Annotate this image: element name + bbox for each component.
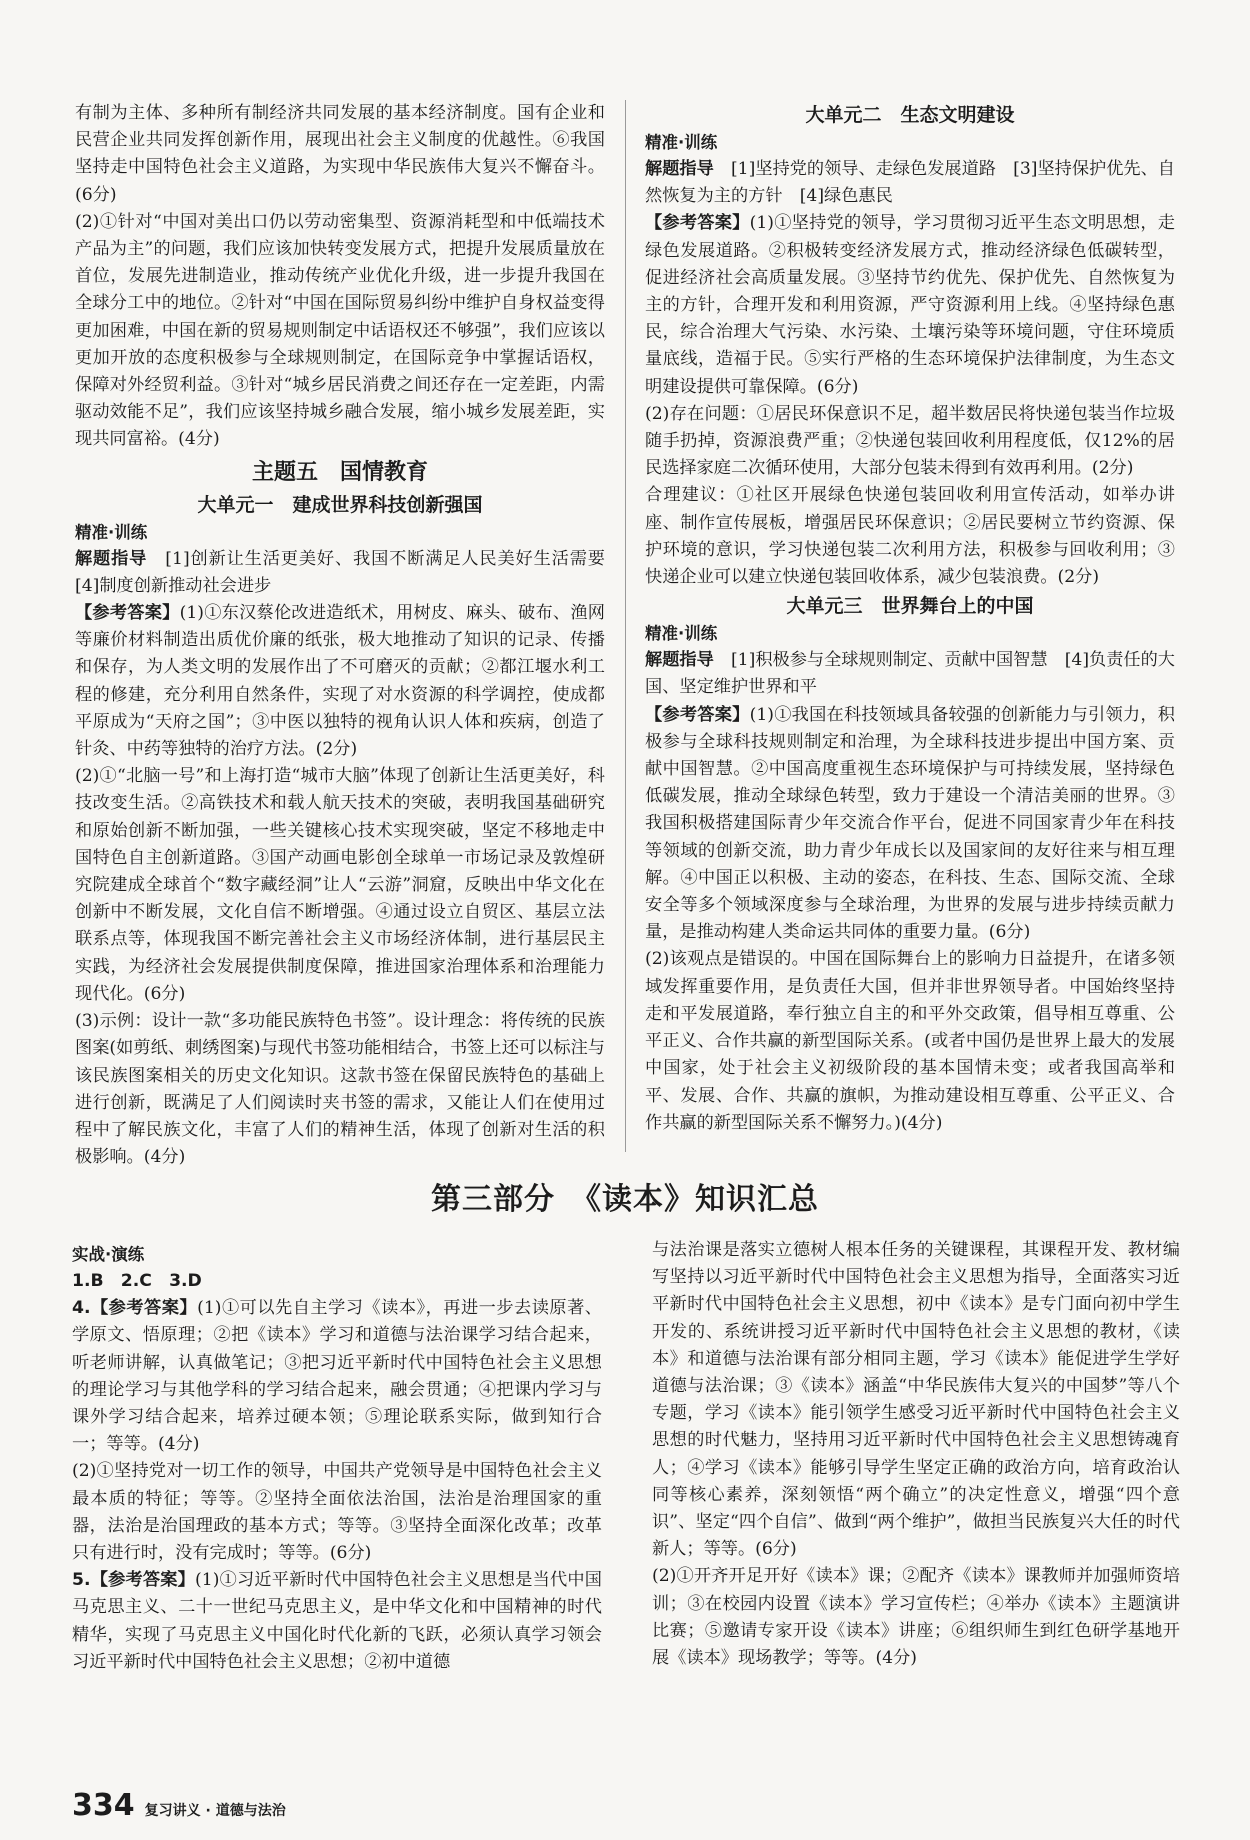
- section-subtitle: 实战·演练: [72, 1245, 145, 1264]
- paragraph: (2)该观点是错误的。中国在国际舞台上的影响力日益提升，在诸多领域发挥重要作用，是负责任大国，但并非世界领导者。中国始终坚持走和平发展道路，奉行独立自主的和平外交政策，倡导相互尊重、公平正义、合作共赢的新型国际关系。(或者中国仍是世界上最大的发展中国家，处于社会主义初级阶段的基本国情未变；或者我国高举和平、发展、合作、共赢的旗帜，为推动建设相互尊重、公平正义、合作共赢的新型国际关系不懈努力。)(4分): [645, 949, 1175, 1133]
- bottom-left-column: [72, 1242, 602, 1676]
- unit-title: 大单元一 建成世界科技创新强国: [197, 493, 483, 516]
- answer-text: (1)①可以先自主学习《读本》，再进一步去读原著、学原文、悟原理；②把《读本》学习和道德与法治课学习结合起来，听老师讲解，认真做笔记；③把习近平新时代中国特色社会主义思想的理论学习与其他学科的学习结合起来，融会贯通；④把课内学习与课外学习结合起来，培养过硬本领；⑤理论联系实际，做到知行合一；等等。(4分): [72, 1298, 602, 1455]
- part-title: 第三部分 《读本》知识汇总: [431, 1182, 819, 1217]
- unit-title: 大单元二 生态文明建设: [805, 104, 1015, 126]
- guide-paragraph: [645, 647, 1175, 701]
- paragraph: (2)①开齐开足开好《读本》课；②配齐《读本》课教师并加强师资培训；③在校园内设置《读本》学习宣传栏；④举办《读本》主题演讲比赛；⑤邀请专家开设《读本》讲座；⑥组织师生到红色研学基地开展《读本》现场教学；等等。(4分): [652, 1566, 1180, 1669]
- answer-paragraph: [72, 1567, 602, 1676]
- answer-text: (1)①坚持党的领导，学习贯彻习近平生态文明思想，走绿色发展道路。②积极转变经济发展方式，推动经济绿色低碳转型，促进经济社会高质量发展。③坚持节约优先、保护优先、自然恢复为主的方针，合理开发和利用资源，严守资源利用上线。④坚持绿色惠民，综合治理大气污染、水污染、土壤污染等环境问题，守住环境质量底线，造福于民。⑤实行严格的生态环境保护法律制度，为生态文明建设提供可靠保障。(6分): [645, 213, 1175, 397]
- answer-label: 【参考答案】: [645, 704, 750, 725]
- answer-text: (1)①习近平新时代中国特色社会主义思想是当代中国马克思主义、二十一世纪马克思主义，是中华文化和中国精神的时代精华，实现了马克思主义中国化时代化新的飞跃，必须认真学习领会习近平新时代中国特色社会主义思想；②初中道德: [72, 1570, 602, 1672]
- guide-text: [1]积极参与全球规则制定、贡献中国智慧 [4]负责任的大国、坚定维护世界和平: [645, 650, 1175, 698]
- guide-text: [1]坚持党的领导、走绿色发展道路 [3]坚持保护优先、自然恢复为主的方针 [4]绿色惠民: [645, 159, 1175, 207]
- section-subtitle: 精准·训练: [75, 522, 148, 542]
- paragraph: (2)存在问题：①居民环保意识不足，超半数居民将快递包装当作垃圾随手扔掉，资源浪费严重；②快递包装回收利用程度低，仅12%的居民选择家庭二次循环使用，大部分包装未得到有效再利用。(2分): [645, 403, 1175, 479]
- theme-title: 主题五 国情教育: [251, 459, 428, 485]
- paragraph: (3)示例：设计一款“多功能民族特色书签”。设计理念：将传统的民族图案(如剪纸、刺绣图案)与现代书签功能相结合，书签上还可以标注与该民族图案相关的历史文化知识。这款书签在保留民族特色的基础上进行创新，既满足了人们阅读时夹书签的需求，又能让人们在使用过程中了解民族文化，丰富了人们的精神生活，体现了创新对生活的积极影响。(4分): [75, 1011, 605, 1168]
- guide-paragraph: [75, 546, 623, 600]
- guide-label: 解题指导: [645, 159, 714, 179]
- guide-text: [1]创新让生活更美好、我国不断满足人民美好生活需要 [4]制度创新推动社会进步: [75, 548, 623, 596]
- top-right-column: [645, 100, 1175, 1137]
- answer-text: (1)①东汉蔡伦改进造纸术，用树皮、麻头、破布、渔网等廉价材料制造出质优价廉的纸张，极大地推动了知识的记录、传播和保存，为人类文明的发展作出了不可磨灭的贡献；②都江堰水利工程的修建，充分利用自然条件，实现了对水资源的科学调控，使成都平原成为“天府之国”；③中医以独特的视角认识人体和疾病，创造了针灸、中药等独特的治疗方法。(2分): [75, 603, 605, 760]
- column-divider: [625, 100, 626, 1152]
- answer-paragraph: [75, 600, 605, 763]
- answer-paragraph: [645, 210, 1175, 400]
- bottom-right-column: [652, 1237, 1180, 1672]
- answer-label: 5.【参考答案】: [72, 1570, 196, 1591]
- paragraph: (2)①“北脑一号”和上海打造“城市大脑”体现了创新让生活更美好，科技改变生活。②高铁技术和载人航天技术的突破，表明我国基础研究和原始创新不断加强，一些关键核心技术实现突破，坚定不移地走中国特色自主创新道路。③国产动画电影创全球单一市场记录及敦煌研究院建成全球首个“数字藏经洞”让人“云游”洞窟，反映出中华文化在创新中不断发展，文化自信不断增强。④通过设立自贸区、基层立法联系点等，体现我国不断完善社会主义市场经济体制，进行基层民主实践，为经济社会发展提供制度保障，推进国家治理体系和治理能力现代化。(6分): [75, 766, 605, 1004]
- guide-paragraph: [645, 156, 1175, 210]
- answer-label: 【参考答案】: [75, 603, 180, 624]
- paragraph: 与法治课是落实立德树人根本任务的关键课程，其课程开发、教材编写坚持以习近平新时代中国特色社会主义思想为指导，全面落实习近平新时代中国特色社会主义思想，初中《读本》是专门面向初中学生开发的、系统讲授习近平新时代中国特色社会主义思想的教材，《读本》和道德与法治课有部分相同主题，学习《读本》能促进学生学好道德与法治课；③《读本》涵盖“中华民族伟大复兴的中国梦”等八个专题，学习《读本》能引领学生感受习近平新时代中国特色社会主义思想的时代魅力，坚持用习近平新时代中国特色社会主义思想铸魂育人；④学习《读本》能够引导学生坚定正确的政治方向，培育政治认同等核心素养，深刻领悟“两个确立”的决定性意义，增强“四个意识”、坚定“四个自信”、做到“两个维护”，做担当民族复兴大任的时代新人；等等。(6分): [652, 1240, 1180, 1560]
- paragraph: 有制为主体、多种所有制经济共同发展的基本经济制度。国有企业和民营企业共同发挥创新作用，展现出社会主义制度的优越性。⑥我国坚持走中国特色社会主义道路，为实现中华民族伟大复兴不懈奋斗。(6分): [75, 103, 605, 205]
- guide-label: 解题指导: [75, 548, 148, 569]
- answer-text: (1)①我国在科技领域具备较强的创新能力与引领力，积极参与全球科技规则制定和治理，为全球科技进步提出中国方案、贡献中国智慧。②中国高度重视生态环境保护与可持续发展，坚持绿色低碳发展，推动全球绿色转型，致力于建设一个清洁美丽的世界。③我国积极搭建国际青少年交流合作平台，促进不同国家青少年在科技等领域的创新交流，助力青少年成长以及国家间的友好往来与相互理解。④中国正以积极、主动的姿态，在科技、生态、国际交流、全球安全等多个领域深度参与全球治理，为世界的发展与进步持续贡献力量，是推动构建人类命运共同体的重要力量。(6分): [645, 704, 1175, 943]
- page-footer: [72, 1788, 286, 1828]
- paragraph: 合理建议：①社区开展绿色快递包装回收利用宣传活动，如举办讲座、制作宣传展板，增强居民环保意识；②居民要树立节约资源、保护环境的意识，学习快递包装二次利用方法，积极参与回收利用；③快递企业可以建立快递包装回收体系，减少包装浪费。(2分): [645, 485, 1175, 588]
- unit-title: 大单元三 世界舞台上的中国: [786, 595, 1034, 618]
- paragraph: (2)①针对“中国对美出口仍以劳动密集型、资源消耗型和中低端技术产品为主”的问题，我们应该加快转变发展方式，把提升发展质量放在首位，发展先进制造业，推动传统产业优化升级，进一步提升我国在全球分工中的地位。②针对“中国在国际贸易纠纷中维护自身权益变得更加困难，中国在新的贸易规则制定中话语权还不够强”，我们应该以更加开放的态度积极参与全球规则制定，在国际竞争中掌握话语权，保障对外经贸利益。③针对“城乡居民消费之间还存在一定差距，内需驱动效能不足”，我们应该坚持城乡融合发展，缩小城乡发展差距，实现共同富裕。(4分): [75, 211, 605, 450]
- top-left-column: [75, 100, 623, 1171]
- answer-label: 4.【参考答案】: [72, 1298, 198, 1319]
- page-number: 334: [72, 1788, 135, 1823]
- section-subtitle: 精准·训练: [645, 133, 718, 152]
- multiple-choice-answers: 1.B 2.C 3.D: [72, 1271, 202, 1291]
- answer-label: 【参考答案】: [645, 213, 750, 234]
- section-subtitle: 精准·训练: [645, 624, 718, 644]
- answer-paragraph: [72, 1295, 602, 1458]
- guide-label: 解题指导: [645, 650, 714, 671]
- answer-paragraph: [645, 702, 1175, 947]
- book-title: 复习讲义 · 道德与法治: [144, 1803, 286, 1819]
- paragraph: (2)①坚持党对一切工作的领导，中国共产党领导是中国特色社会主义最本质的特征；等等。②坚持全面依法治国，法治是治理国家的重器，法治是治国理政的基本方式；等等。③坚持全面深化改革；改革只有进行时，没有完成时；等等。(6分): [72, 1461, 602, 1564]
